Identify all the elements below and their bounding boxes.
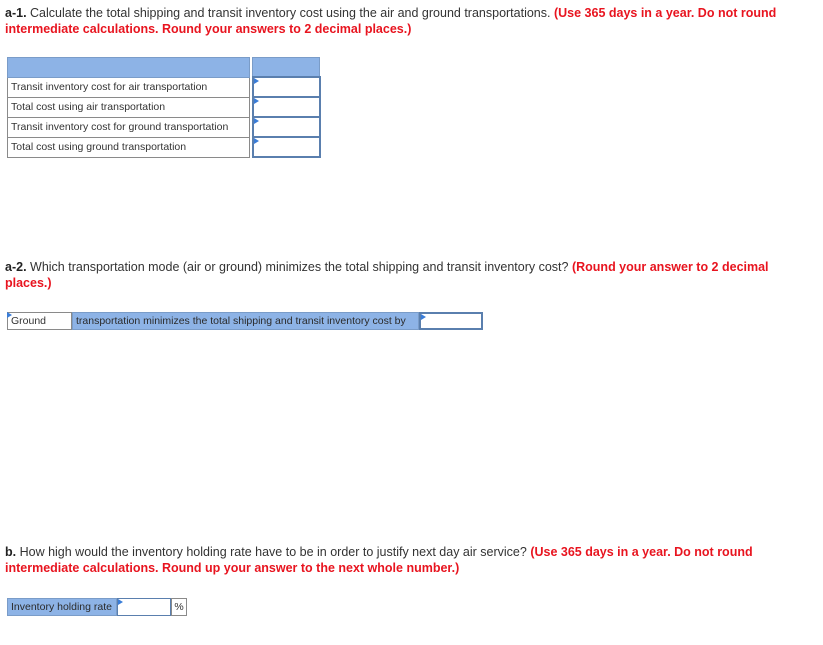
row-label: Total cost using ground transportation bbox=[8, 137, 250, 157]
dropdown-marker-icon bbox=[7, 312, 12, 318]
row-label: Total cost using air transportation bbox=[8, 97, 250, 117]
answer-row-a2 bbox=[7, 312, 483, 330]
holding-rate-input[interactable] bbox=[117, 598, 171, 616]
input-marker-icon bbox=[421, 314, 426, 320]
cost-difference-input[interactable] bbox=[419, 312, 483, 330]
header-cell-label bbox=[8, 58, 250, 78]
input-marker-icon bbox=[254, 78, 259, 84]
total-cost-air-input[interactable] bbox=[253, 97, 320, 117]
answer-row-b bbox=[7, 598, 187, 616]
total-cost-ground-input[interactable] bbox=[253, 137, 320, 157]
input-marker-icon bbox=[254, 118, 259, 124]
question-a2-instruction: (Round your answer to 2 decimal places.) bbox=[5, 260, 769, 290]
input-marker-icon bbox=[254, 98, 259, 104]
table-row bbox=[8, 97, 320, 117]
input-marker-icon bbox=[254, 138, 259, 144]
question-a1-instruction: (Use 365 days in a year. Do not round intermediate calculations. Round your answers to 2 decimal places.) bbox=[5, 6, 777, 36]
percent-unit: % bbox=[171, 598, 187, 616]
transit-cost-air-input[interactable] bbox=[253, 77, 320, 97]
dropdown-value: Ground bbox=[11, 315, 47, 327]
table-row bbox=[8, 77, 320, 97]
holding-rate-label: Inventory holding rate bbox=[7, 598, 117, 616]
question-b-label: b. bbox=[5, 545, 17, 559]
question-a2-label: a-2. bbox=[5, 260, 27, 274]
table-row bbox=[8, 137, 320, 157]
question-b-instruction: (Use 365 days in a year. Do not round intermediate calculations. Round up your answer to the next whole number.) bbox=[5, 545, 753, 575]
question-a1 bbox=[5, 5, 805, 37]
question-b-text: How high would the inventory holding rate have to be in order to justify next day air service? bbox=[19, 545, 527, 559]
input-marker-icon bbox=[118, 599, 123, 605]
transportation-mode-dropdown[interactable] bbox=[7, 312, 72, 330]
question-a2-text: Which transportation mode (air or ground) minimizes the total shipping and transit inventory cost? bbox=[30, 260, 569, 274]
header-cell-value bbox=[253, 58, 320, 78]
transit-cost-ground-input[interactable] bbox=[253, 117, 320, 137]
question-b bbox=[5, 544, 805, 576]
answer-table-a1 bbox=[7, 57, 321, 158]
row-label: Transit inventory cost for ground transportation bbox=[8, 117, 250, 137]
answer-sentence: transportation minimizes the total shipping and transit inventory cost by bbox=[72, 312, 419, 330]
table-header-row bbox=[8, 58, 320, 78]
question-a1-text: Calculate the total shipping and transit inventory cost using the air and ground transportations. bbox=[30, 6, 551, 20]
row-label: Transit inventory cost for air transportation bbox=[8, 77, 250, 97]
table-row bbox=[8, 117, 320, 137]
question-a1-label: a-1. bbox=[5, 6, 27, 20]
question-a2 bbox=[5, 259, 805, 291]
